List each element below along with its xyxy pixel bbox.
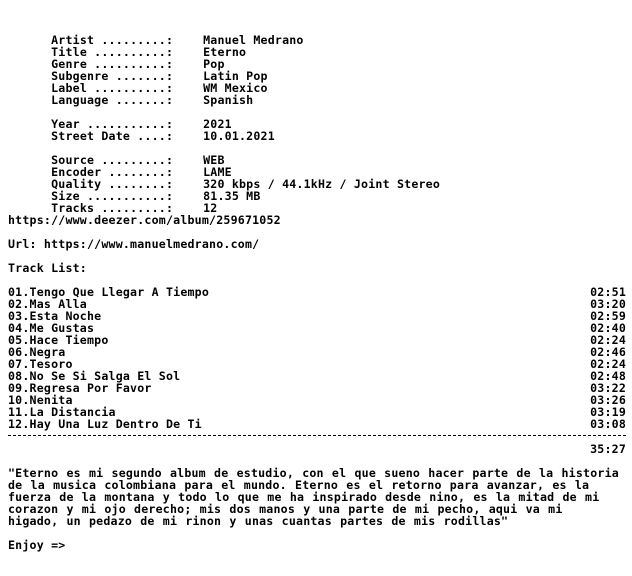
info-value: WM Mexico [203,81,268,95]
track-time: 02:48 [590,369,626,383]
info-label: Title ..........: [51,45,174,59]
info-value: Manuel Medrano [203,33,304,47]
tech-label: Tracks .........: [51,201,174,215]
spacer [8,250,626,262]
info-block [8,22,626,107]
total-time: 35:27 [590,442,626,456]
track-title: 07.Tesoro [8,357,73,371]
tech-value: LAME [203,165,232,179]
track-time: 02:51 [590,285,626,299]
tech-label: Source .........: [51,153,174,167]
track-title: 09.Regresa Por Favor [8,381,152,395]
info-label: Label ..........: [51,81,174,95]
track-time: 03:19 [590,405,626,419]
track-title: 01.Tengo Que Llegar A Tiempo [8,285,210,299]
tracklist-header: Track List: [8,261,87,275]
track-row [8,334,626,346]
info-value: Spanish [203,93,254,107]
tech-label: Size ...........: [51,189,174,203]
track-title: 05.Hace Tiempo [8,333,109,347]
track-row [8,346,626,358]
album-description: "Eterno es mi segundo album de estudio, con el que sueno hacer parte de la historia de la musica colombiana para el mundo. Eterno es el retorno para avanzar, es la fuerza de la montana y todo lo que me ha inspirado desde nino, es la mitad de mi corazon y mi ojo derecho; mis dos manos y una parte de mi pecho, aqui va mi higado, un pedazo de mi rinon y unas cuantas partes de mis rodillas" [8,466,619,528]
track-time: 03:08 [590,417,626,431]
track-time: 03:20 [590,297,626,311]
track-title: 06.Negra [8,345,66,359]
tech-block [8,142,626,215]
track-time: 02:40 [590,321,626,335]
track-row [8,310,626,322]
track-row [8,382,626,394]
track-time: 02:24 [590,333,626,347]
info-label: Artist .........: [51,33,174,47]
release-value: 10.01.2021 [203,129,275,143]
track-time: 02:59 [590,309,626,323]
track-title: 11.La Distancia [8,405,116,419]
track-title: 02.Mas Alla [8,297,87,311]
info-label: Language .......: [51,93,174,107]
tracklist-divider [8,435,626,437]
info-value: Eterno [203,45,247,59]
track-row [8,286,626,298]
track-title: 12.Hay Una Luz Dentro De Ti [8,417,202,431]
release-label: Year ...........: [51,117,174,131]
release-label: Street Date ....: [51,129,174,143]
track-time: 03:26 [590,393,626,407]
tech-label: Encoder ........: [51,165,174,179]
nfo-document [8,22,626,551]
info-row-artist [8,22,626,47]
info-value: Pop [203,57,225,71]
deezer-link[interactable]: https://www.deezer.com/album/259671052 [8,213,281,227]
track-title: 03.Esta Noche [8,309,102,323]
tech-value: WEB [203,153,225,167]
track-title: 10.Nenita [8,393,73,407]
closing-line: Enjoy => [8,538,66,552]
spacer [8,527,626,539]
tech-label: Quality ........: [51,177,174,191]
track-list [8,286,626,430]
release-row-year [8,106,626,131]
track-time: 02:24 [590,357,626,371]
track-title: 08.No Se Si Salga El Sol [8,369,181,383]
release-block [8,106,626,143]
track-row [8,418,626,430]
track-time: 03:22 [590,381,626,395]
tech-value: 12 [203,201,218,215]
website-url-line[interactable]: Url: https://www.manuelmedrano.com/ [8,237,260,251]
track-title: 04.Me Gustas [8,321,95,335]
tech-row-source [8,142,626,167]
info-label: Subgenre .......: [51,69,174,83]
release-value: 2021 [203,117,232,131]
tech-value: 81.35 MB [203,189,261,203]
info-label: Genre ..........: [51,57,174,71]
tech-value: 320 kbps / 44.1kHz / Joint Stereo [203,177,441,191]
track-time: 02:46 [590,345,626,359]
info-value: Latin Pop [203,69,268,83]
